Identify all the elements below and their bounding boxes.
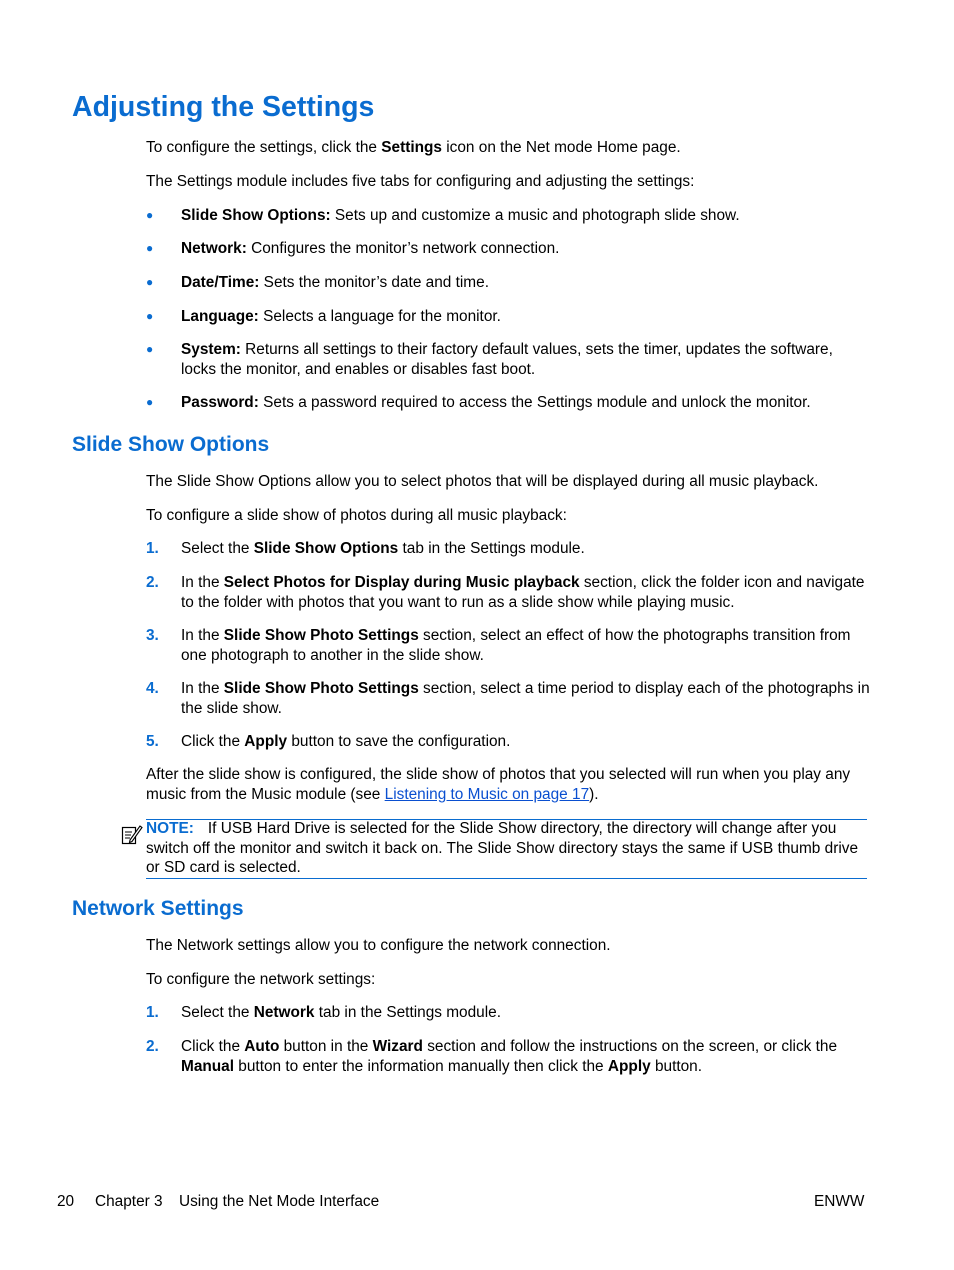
bold-run: Slide Show Photo Settings: [223, 680, 419, 697]
list-desc: Configures the monitor’s network connection.: [246, 240, 560, 257]
bold-run: Slide Show Photo Settings: [223, 627, 419, 644]
page-number: 20: [57, 1193, 75, 1210]
intro-paragraph-2: The Settings module includes five tabs for configuring and adjusting the settings:: [146, 173, 695, 190]
list-item: [146, 393, 871, 413]
step-item: [146, 679, 871, 718]
text-run: section, select an effect of how the photographs transition from one photograph to another in the slide show.: [181, 627, 851, 664]
text-run: Click the: [181, 733, 245, 750]
note-text: If USB Hard Drive is selected for the Slide Show directory, the directory will change after you switch off the monitor and switch it back on. The Slide Show directory stays the same if USB thumb drive or SD card is selected.: [146, 820, 858, 876]
text-run: section and follow the instructions on the screen, or click the: [422, 1038, 838, 1055]
list-desc: Sets a password required to access the Settings module and unlock the monitor.: [258, 394, 811, 411]
text-run: button to save the configuration.: [287, 733, 511, 750]
list-term: Password:: [181, 394, 259, 411]
list-term: Network:: [181, 240, 247, 257]
note-box: [146, 819, 867, 879]
footer-locale: ENWW: [814, 1193, 865, 1210]
slideshow-after-paragraph: [146, 765, 871, 804]
footer-chapter: Chapter 3: [95, 1193, 163, 1210]
bullet-icon: ●: [146, 395, 154, 409]
text-run: To configure the settings, click the: [146, 139, 382, 156]
step-number: 4.: [146, 680, 159, 697]
bullet-icon: ●: [146, 342, 154, 356]
list-desc: Returns all settings to their factory default values, sets the timer, updates the software, locks the monitor, and enables or disables fast boot.: [181, 341, 833, 378]
slideshow-paragraph-2: To configure a slide show of photos during all music playback:: [146, 507, 567, 524]
text-run: button to enter the information manually then click the: [234, 1057, 608, 1075]
step-item: [146, 732, 871, 752]
step-number: 2.: [146, 574, 159, 591]
text-run: tab in the Settings module.: [314, 1004, 501, 1021]
bold-run: Auto: [244, 1038, 280, 1055]
page-title: Adjusting the Settings: [72, 91, 375, 123]
text-run: button.: [650, 1057, 703, 1075]
list-term: System:: [181, 341, 241, 358]
text-run: tab in the Settings module.: [398, 540, 585, 557]
list-term: Date/Time:: [181, 274, 260, 291]
bold-run: Slide Show Options: [253, 540, 399, 557]
list-term: Language:: [181, 308, 259, 325]
bold-run: Network: [253, 1004, 315, 1021]
cross-reference-link[interactable]: Listening to Music on page 17: [384, 785, 590, 803]
step-item: [146, 539, 871, 559]
slideshow-paragraph-1: The Slide Show Options allow you to select photos that will be displayed during all music playback.: [146, 473, 819, 490]
text-run: section, select a time period to display each of the photographs in the slide show.: [181, 680, 870, 717]
list-item: [146, 273, 871, 293]
bold-run: Apply: [244, 733, 288, 750]
text-run: Select the: [181, 1004, 254, 1021]
text-run: icon on the Net mode Home page.: [441, 139, 681, 156]
text-run: In the: [181, 574, 224, 591]
text-run: Select the: [181, 540, 254, 557]
bullet-icon: ●: [146, 241, 154, 255]
bullet-icon: ●: [146, 309, 154, 323]
step-number: 3.: [146, 627, 159, 644]
step-item: [146, 1037, 871, 1076]
list-item: [146, 307, 871, 327]
network-paragraph-2: To configure the network settings:: [146, 971, 376, 988]
text-run: ).: [589, 785, 599, 803]
network-paragraph-1: The Network settings allow you to configure the network connection.: [146, 937, 611, 954]
bold-run: Wizard: [372, 1038, 423, 1055]
bullet-icon: ●: [146, 275, 154, 289]
step-item: [146, 1003, 871, 1023]
step-number: 5.: [146, 733, 159, 750]
footer-chapter-title: Using the Net Mode Interface: [179, 1193, 380, 1210]
step-number: 2.: [146, 1038, 159, 1055]
step-item: [146, 626, 871, 665]
slideshow-heading: Slide Show Options: [72, 433, 270, 456]
step-item: [146, 573, 871, 612]
list-desc: Selects a language for the monitor.: [258, 308, 501, 325]
list-desc: Sets up and customize a music and photograph slide show.: [330, 207, 740, 224]
bold-run: Select Photos for Display during Music playback: [223, 574, 580, 591]
list-item: [146, 206, 871, 226]
network-heading: Network Settings: [72, 897, 244, 920]
text-run: button in the: [279, 1038, 373, 1055]
text-run: section, click the folder icon and navigate to the folder with photos that you want to run as a slide show while playing music.: [181, 574, 865, 611]
bold-run: Apply: [607, 1057, 651, 1075]
note-pencil-icon: [121, 823, 143, 845]
note-label: NOTE:: [146, 820, 194, 837]
bullet-icon: ●: [146, 208, 154, 222]
text-run: Click the: [181, 1038, 245, 1055]
text-run: In the: [181, 627, 224, 644]
list-desc: Sets the monitor’s date and time.: [259, 274, 489, 291]
bold-run: Settings: [381, 139, 442, 156]
intro-paragraph-1: [146, 138, 871, 158]
text-run: After the slide show is configured, the slide show of photos that you selected will run when you play any music from the Music module (see: [146, 766, 851, 803]
list-term: Slide Show Options:: [181, 207, 331, 224]
list-item: [146, 239, 871, 259]
list-item: [146, 340, 871, 379]
text-run: In the: [181, 680, 224, 697]
step-number: 1.: [146, 540, 159, 557]
bold-run: Manual: [181, 1057, 235, 1075]
step-number: 1.: [146, 1004, 159, 1021]
